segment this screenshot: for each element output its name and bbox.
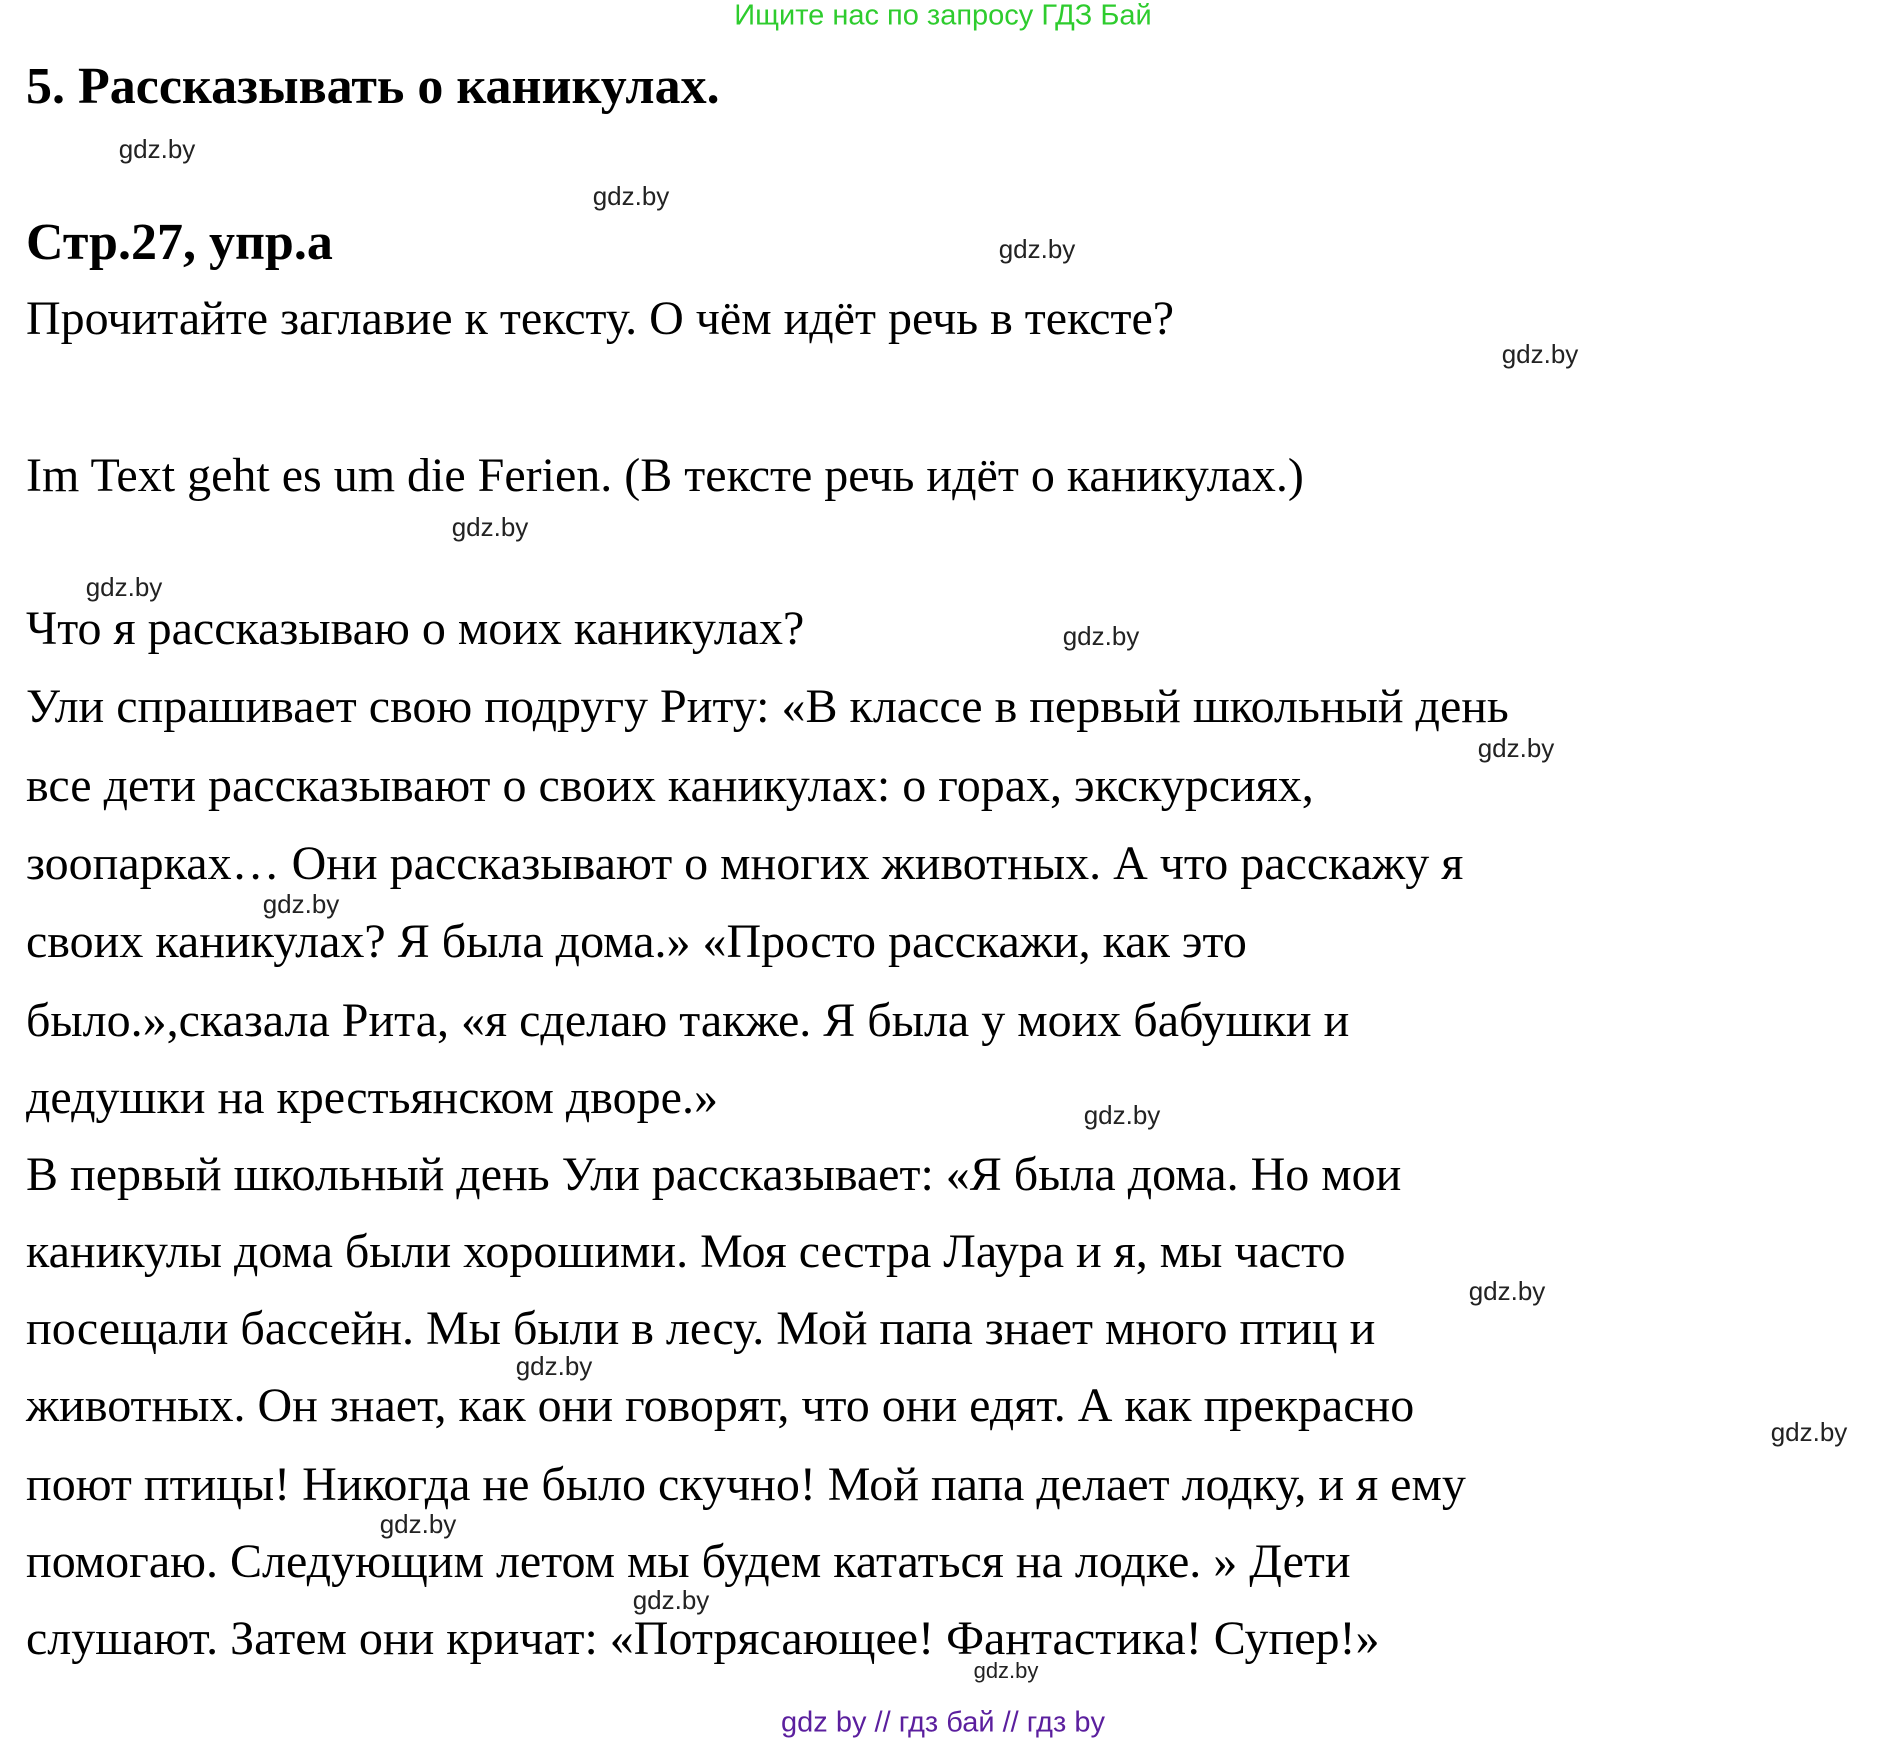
watermark: gdz.by (973, 1658, 1039, 1683)
text-line: своих каникулах? Я была дома.» «Просто расскажи, как это (26, 915, 1247, 968)
text-line: каникулы дома были хорошими. Моя сестра Лаура и я, мы часто (26, 1225, 1346, 1278)
text-line: зоопарках… Они рассказывают о многих животных. А что расскажу я (26, 837, 1464, 890)
text-line: Прочитайте заглавие к тексту. О чём идёт речь в тексте? (26, 292, 1175, 345)
watermark: gdz.by (451, 512, 529, 542)
text-line: слушают. Затем они кричат: «Потрясающее! Фантастика! Супер!» (26, 1612, 1380, 1665)
text-line: дедушки на крестьянском дворе.» (26, 1071, 718, 1124)
watermark: gdz.by (1501, 339, 1579, 369)
text-line: помогаю. Следующим летом мы будем кататься на лодке. » Дети (26, 1535, 1351, 1588)
text-line: было.»,сказала Рита, «я сделаю также. Я была у моих бабушки и (26, 994, 1350, 1047)
watermark: gdz.by (515, 1351, 593, 1381)
text-line: Im Text geht es um die Ferien. (В тексте речь идёт о каникулах.) (26, 449, 1304, 502)
watermark: gdz.by (262, 889, 340, 919)
text-line: Ули спрашивает свою подругу Риту: «В классе в первый школьный день (26, 680, 1509, 733)
watermark: gdz.by (379, 1509, 457, 1539)
search-banner: Ищите нас по запросу ГДЗ Бай (734, 0, 1152, 32)
watermark: gdz.by (118, 134, 196, 164)
watermark: gdz.by (1770, 1417, 1848, 1447)
watermark: gdz.by (1062, 621, 1140, 651)
section-title: 5. Рассказывать о каникулах. (26, 58, 720, 115)
watermark: gdz.by (1477, 733, 1555, 763)
text-line: все дети рассказывают о своих каникулах: о горах, экскурсиях, (26, 759, 1314, 812)
watermark: gdz.by (592, 181, 670, 211)
footer-links: gdz by // гдз бай // гдз by (781, 1706, 1105, 1739)
exercise-subtitle: Стр.27, упр.а (26, 214, 333, 271)
text-line: В первый школьный день Ули рассказывает: «Я была дома. Но мои (26, 1148, 1402, 1201)
watermark: gdz.by (1468, 1276, 1546, 1306)
watermark: gdz.by (85, 572, 163, 602)
watermark: gdz.by (632, 1585, 710, 1615)
text-line: животных. Он знает, как они говорят, что они едят. А как прекрасно (26, 1379, 1415, 1432)
text-line: Что я рассказываю о моих каникулах? (26, 602, 805, 655)
watermark: gdz.by (1083, 1100, 1161, 1130)
watermark: gdz.by (998, 234, 1076, 264)
text-line: посещали бассейн. Мы были в лесу. Мой папа знает много птиц и (26, 1302, 1376, 1355)
text-line: поют птицы! Никогда не было скучно! Мой папа делает лодку, и я ему (26, 1458, 1466, 1511)
